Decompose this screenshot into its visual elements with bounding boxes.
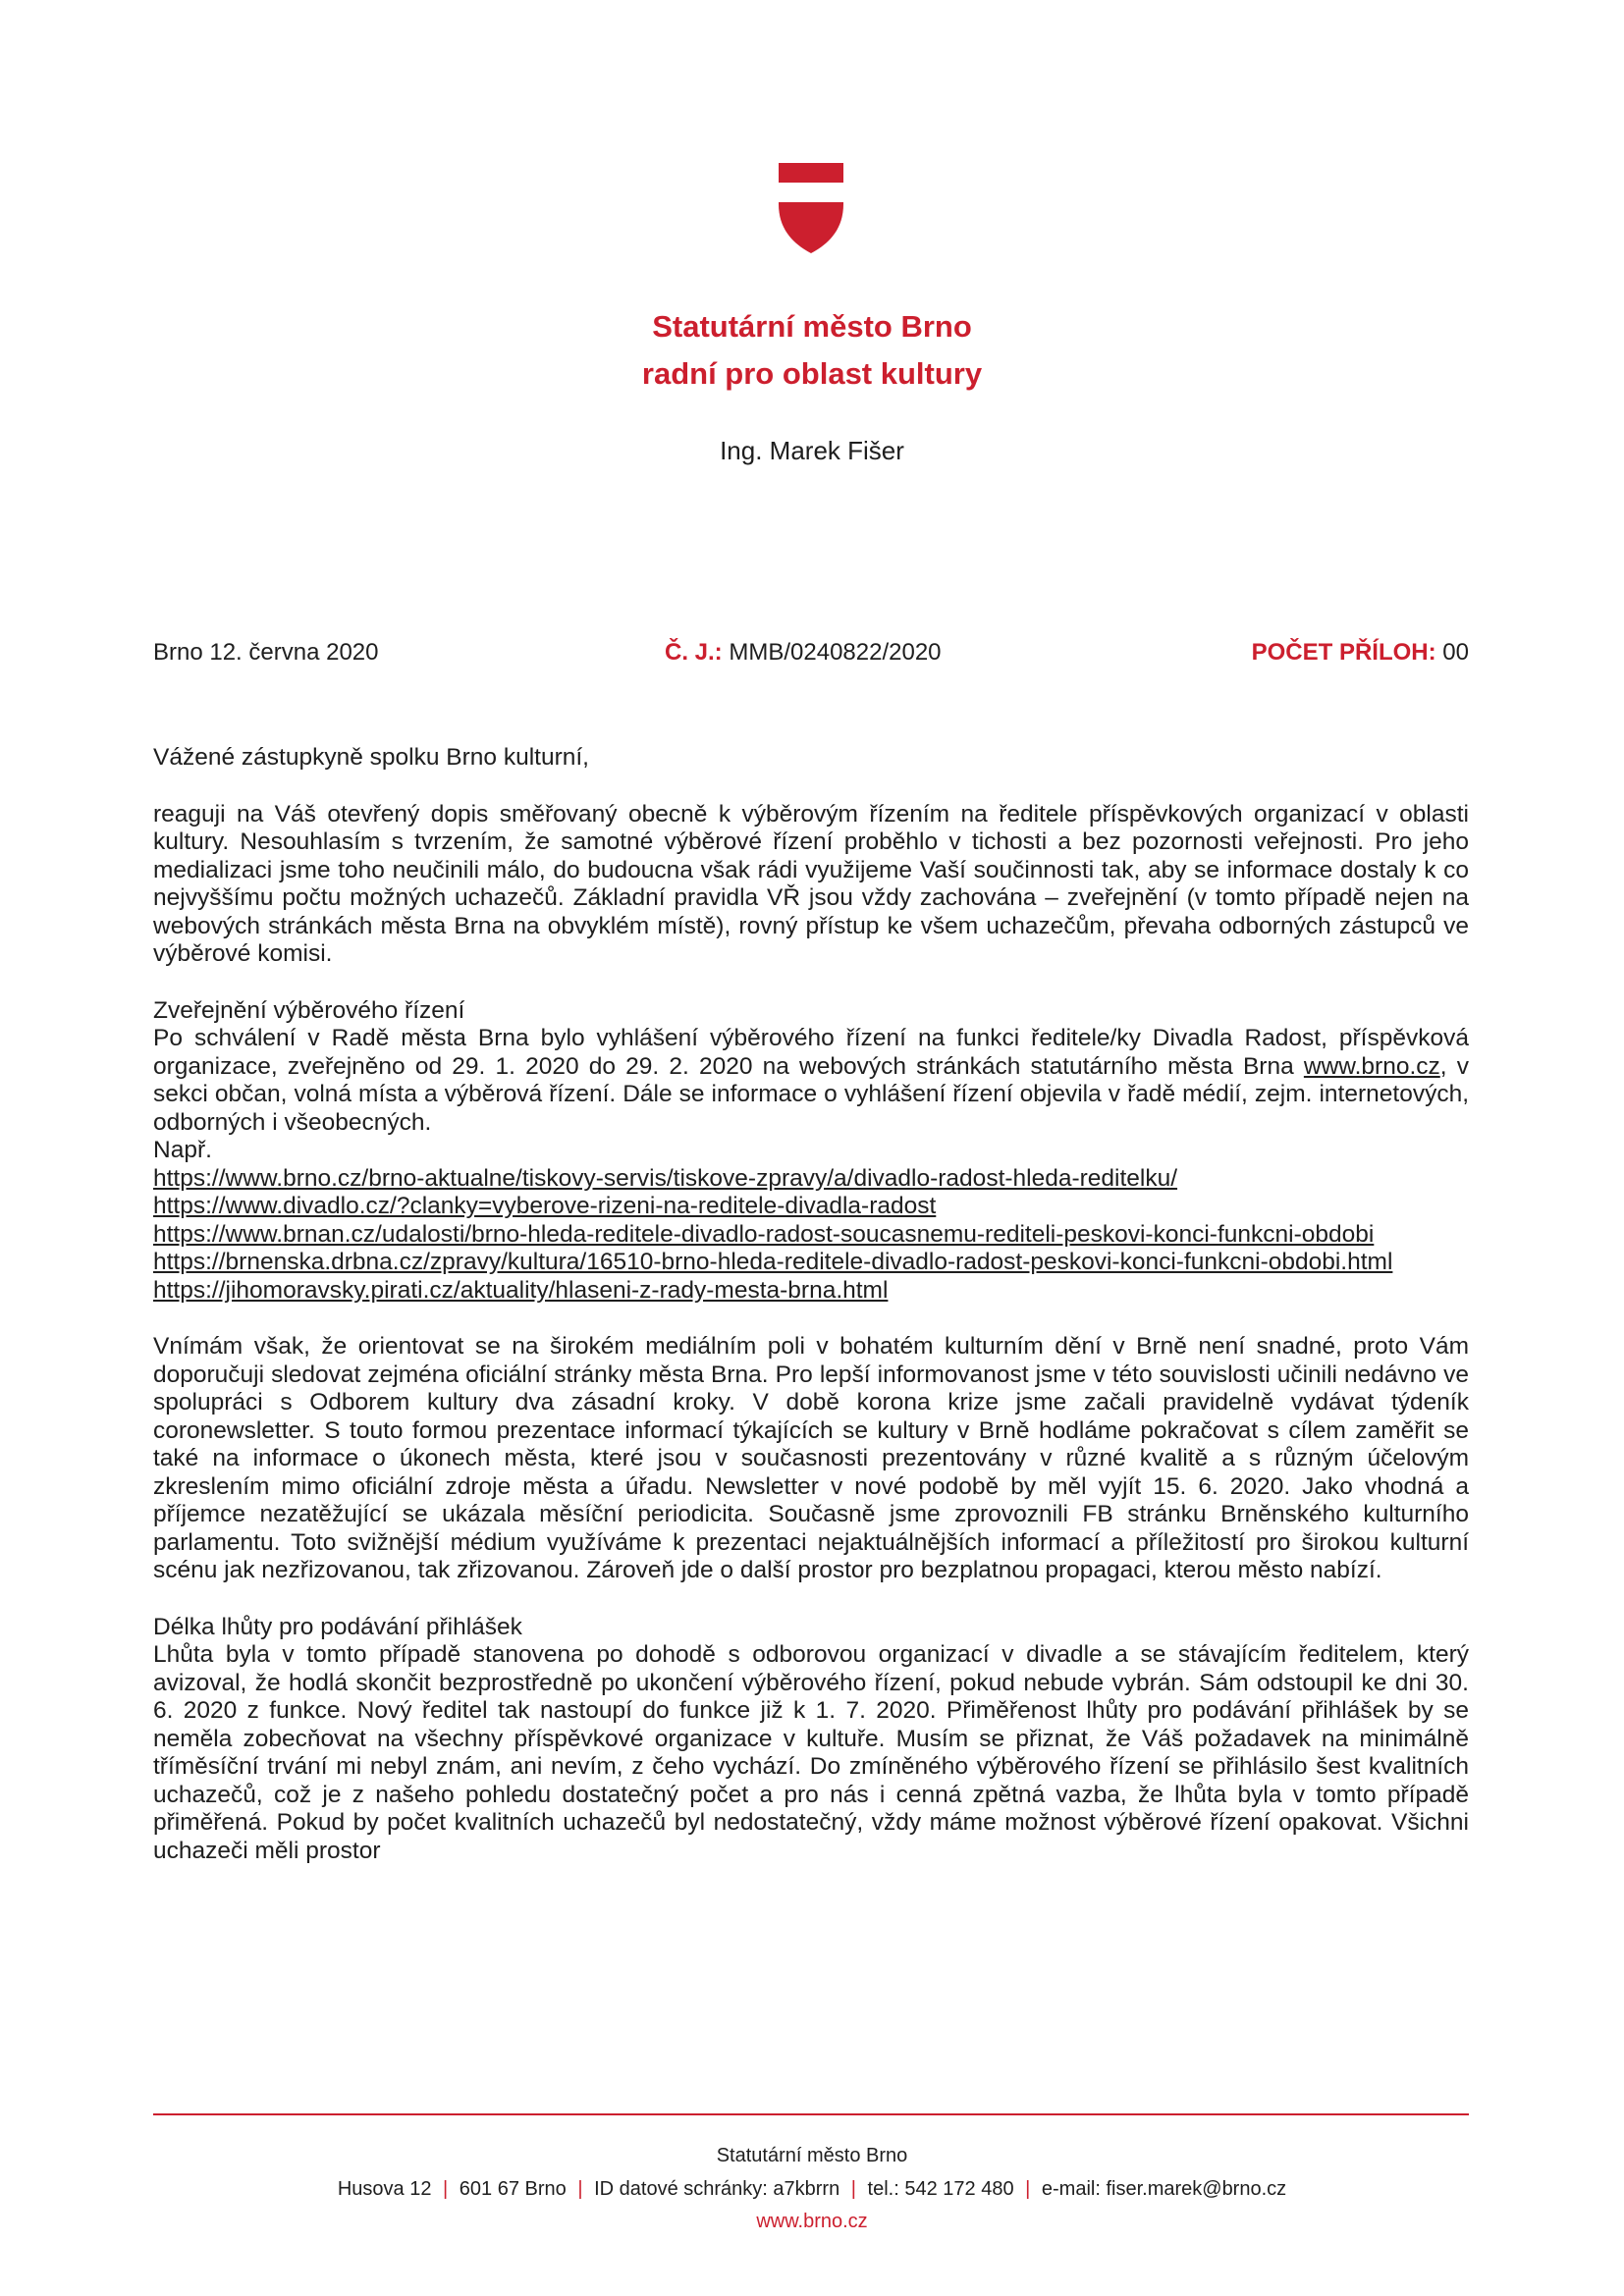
footer-web-link[interactable]: www.brno.cz <box>756 2211 868 2232</box>
brno-coat-of-arms-icon <box>777 161 845 255</box>
paragraph-newsletter: Vnímám však, že orientovat se na širokém mediálním poli v bohatém kulturním dění v Brně není snadné, proto Vám doporučuji sledovat zejména oficiální stránky města Brna. Pro lepší informovanost jsme v této souvislosti učinili nedávno ve spolupráci s Odborem kultury dva zásadní kroky. V době korona krize jsme začali pravidelně vydávat týdeník coronewsletter. S touto formou prezentace informací týkajících se kultury v Brně hodláme pokračovat s cílem zaměřit se také na informace o úkonech města, které jsou v současnosti prezentovány v různé kvalitě a s různým účelovým zkreslením mimo oficiální zdroje města a úřadu. Newsletter v nové podobě by měl vyjít 15. 6. 2020. Jako vhodná a příjemce nezatěžující se ukázala měsíční periodicita. Současně jsme zprovoznili FB stránku Brněnského kulturního parlamentu. Toto svižnější médium využíváme k prezentaci nejaktuálnějších informací a příležitostí pro širokou kulturní scénu jak nezřizovanou, tak zřizovanou. Zároveň jde o další prostor pro bezplatnou propagaci, kterou město nabízí. <box>153 1333 1469 1583</box>
media-link-5[interactable]: https://jihomoravsky.pirati.cz/aktuality/hlaseni-z-rady-mesta-brna.html <box>153 1276 889 1304</box>
org-role: radní pro oblast kultury <box>641 356 983 391</box>
letter-date: Brno 12. června 2020 <box>153 639 379 666</box>
media-link-3[interactable]: https://www.brnan.cz/udalosti/brno-hleda-reditele-divadlo-radost-soucasnemu-rediteli-peskovi-konci-funkcni-obdobi <box>153 1220 1375 1248</box>
footer-phone: tel.: 542 172 480 <box>867 2178 1014 2200</box>
publication-text-a: Po schválení v Radě města Brna bylo vyhlášení výběrového řízení na funkci ředitele/ky Divadla Radost, příspěvková organizace, zveřejněno od 29. 1. 2020 do 29. 2. 2020 na webových stránkách statutárního města Brna <box>153 1025 1469 1080</box>
footer-email[interactable]: e-mail: fiser.marek@brno.cz <box>1041 2178 1287 2200</box>
attachments-value: 00 <box>1442 639 1469 666</box>
footer-separator: | <box>577 2178 583 2200</box>
org-name: Statutární město Brno <box>652 309 972 344</box>
footer-contacts <box>0 2175 1624 2203</box>
media-link-1[interactable]: https://www.brno.cz/brno-aktualne/tiskovy-servis/tiskove-zpravy/a/divadlo-radost-hleda-reditelku/ <box>153 1164 1178 1192</box>
footer-separator: | <box>443 2178 449 2200</box>
salutation: Vážené zástupkyně spolku Brno kulturní, <box>153 744 589 771</box>
attachments-count <box>1252 638 1469 667</box>
letter-body <box>153 744 1469 1865</box>
media-link-2[interactable]: https://www.divadlo.cz/?clanky=vyberove-rizeni-na-reditele-divadla-radost <box>153 1193 937 1219</box>
footer-postcode: 601 67 Brno <box>459 2178 567 2200</box>
media-link-4[interactable]: https://brnenska.drbna.cz/zpravy/kultura/16510-brno-hleda-reditele-divadlo-radost-peskovi-konci-funkcni-obdobi.html <box>153 1249 1393 1275</box>
example-label: Např. <box>153 1137 212 1163</box>
footer-divider <box>153 2113 1469 2115</box>
publication-text-b: , v sekci občan, volná místa a výběrová řízení. Dále se informace o vyhlášení řízení objevila v řadě médií, zejm. internetových, odborných i všeobecných. <box>153 1052 1469 1136</box>
paragraph-intro: reaguji na Váš otevřený dopis směřovaný obecně k výběrovým řízením na ředitele příspěvkových organizací v oblasti kultury. Nesouhlasím s tvrzením, že samotné výběrové řízení proběhlo v tichosti a bez pozornosti veřejnosti. Pro jeho medializaci jsme toho neučinili málo, do budoucna však rádi využijeme Vaší součinnosti tak, aby se informace dostaly k co nejvyššímu počtu možných uchazečů. Základní pravidla VŘ jsou vždy zachována – zveřejnění (v tomto případě nejen na webových stránkách města Brna na obvyklém místě), rovný přístup ke všem uchazečům, převaha odborných zástupců ve výběrové komisi. <box>153 800 1469 967</box>
footer-org: Statutární město Brno <box>716 2145 908 2166</box>
section-heading-publication: Zveřejnění výběrového řízení <box>153 996 465 1024</box>
brno-website-link[interactable]: www.brno.cz <box>1303 1052 1440 1080</box>
footer-separator: | <box>850 2178 856 2200</box>
paragraph-deadline: Lhůta byla v tomto případě stanovena po dohodě s odborovou organizací v divadle a se stávajícím ředitelem, který avizoval, že hodlá skončit bezprostředně po ukončení výběrového řízení, pokud nebude vybrán. Sám odstoupil ke dni 30. 6. 2020 z funkce. Nový ředitel tak nastoupí do funkce již k 1. 7. 2020. Přiměřenost lhůty pro podávání přihlášek by se neměla zobecňovat na všechny příspěvkové organizace v kultuře. Musím se přiznat, že Váš požadavek na minimálně tříměsíční trvání mi nebyl znám, ani nevím, z čeho vychází. Do zmíněného výběrového řízení se přihlásilo šest kvalitních uchazečů, což je z našeho pohledu dostatečný počet a pro nás i cenná zpětná vazba, že lhůta byla v tomto případě přiměřená. Pokud by počet kvalitních uchazečů byl nedostatečný, vždy máme možnost výběrové řízení opakovat. Všichni uchazeči měli prostor <box>153 1641 1469 1864</box>
reference-value: MMB/0240822/2020 <box>729 639 942 666</box>
reference-label: Č. J.: <box>665 639 723 666</box>
sender-name: Ing. Marek Fišer <box>720 436 904 465</box>
footer-databox: ID datové schránky: a7kbrrn <box>594 2178 840 2200</box>
paragraph-publication <box>153 1025 1469 1137</box>
reference-number <box>665 638 942 667</box>
footer-address: Husova 12 <box>337 2178 432 2200</box>
footer-separator: | <box>1025 2178 1031 2200</box>
attachments-label: POČET PŘÍLOH: <box>1251 639 1436 666</box>
section-heading-deadline: Délka lhůty pro podávání přihlášek <box>153 1613 522 1640</box>
